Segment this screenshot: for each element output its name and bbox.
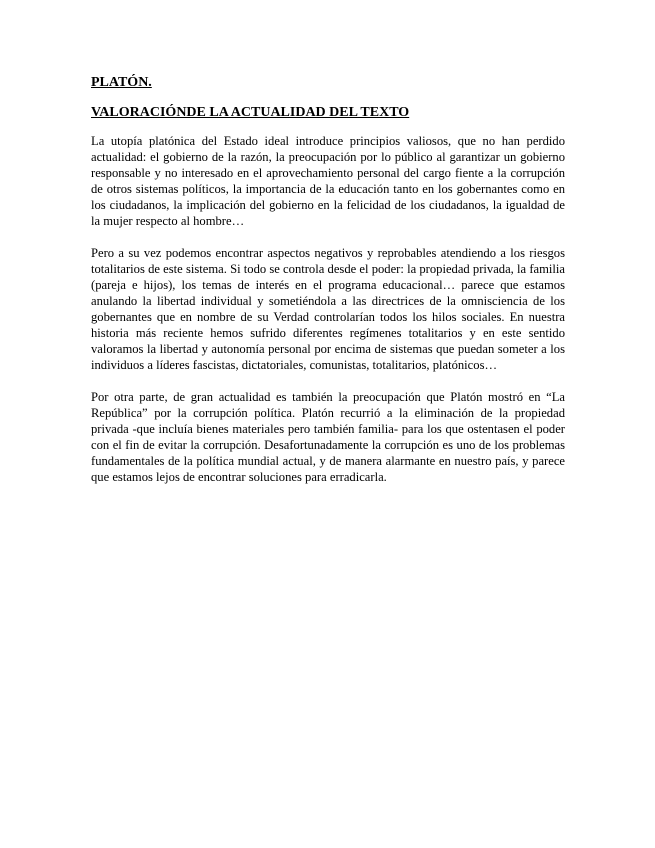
document-title: PLATÓN.: [91, 75, 152, 90]
paragraph-1: La utopía platónica del Estado ideal introduce principios valiosos, que no han perdido actualidad: el gobierno de la razón, la preocupación por lo público al garantizar un gobierno responsable y no interesado en el aprovechamiento personal del cargo fiente a la corrupción de otros sistemas políticos, la importancia de la educación tanto en los gobernantes como en los ciudadanos, la implicación del gobierno en la felicidad de los ciudadanos, la igualdad de la mujer respecto al hombre…: [91, 134, 565, 228]
document-body: [91, 74, 565, 485]
paragraph-2: Pero a su vez podemos encontrar aspectos negativos y reprobables atendiendo a los riesgos totalitarios de este sistema. Si todo se controla desde el poder: la propiedad privada, la familia (pareja e hijos), los temas de interés en el programa educacional… parece que estamos anulando la libertad individual y sometiéndola a las directrices de la omnisciencia de los gobernantes que en nombre de su Verdad controlarían todos los hilos sociales. En nuestra historia más reciente hemos sufrido diferentes regímenes totalitarios y en este sentido valoramos la libertad y autonomía personal por encima de sistemas que puedan someter a los individuos a líderes fascistas, dictatoriales, comunistas, totalitarios, platónicos…: [91, 246, 565, 372]
document-subtitle: VALORACIÓNDE LA ACTUALIDAD DEL TEXTO: [91, 105, 410, 120]
paragraph-3: Por otra parte, de gran actualidad es también la preocupación que Platón mostró en “La República” por la corrupción política. Platón recurrió a la eliminación de la propiedad privada -que incluía bienes materiales pero también familia- para los que ostentasen el poder con el fin de evitar la corrupción. Desafortunadamente la corrupción es uno de los problemas fundamentales de la política mundial actual, y de manera alarmante en nuestro país, y parece que estamos lejos de encontrar soluciones para erradicarla.: [91, 390, 565, 484]
